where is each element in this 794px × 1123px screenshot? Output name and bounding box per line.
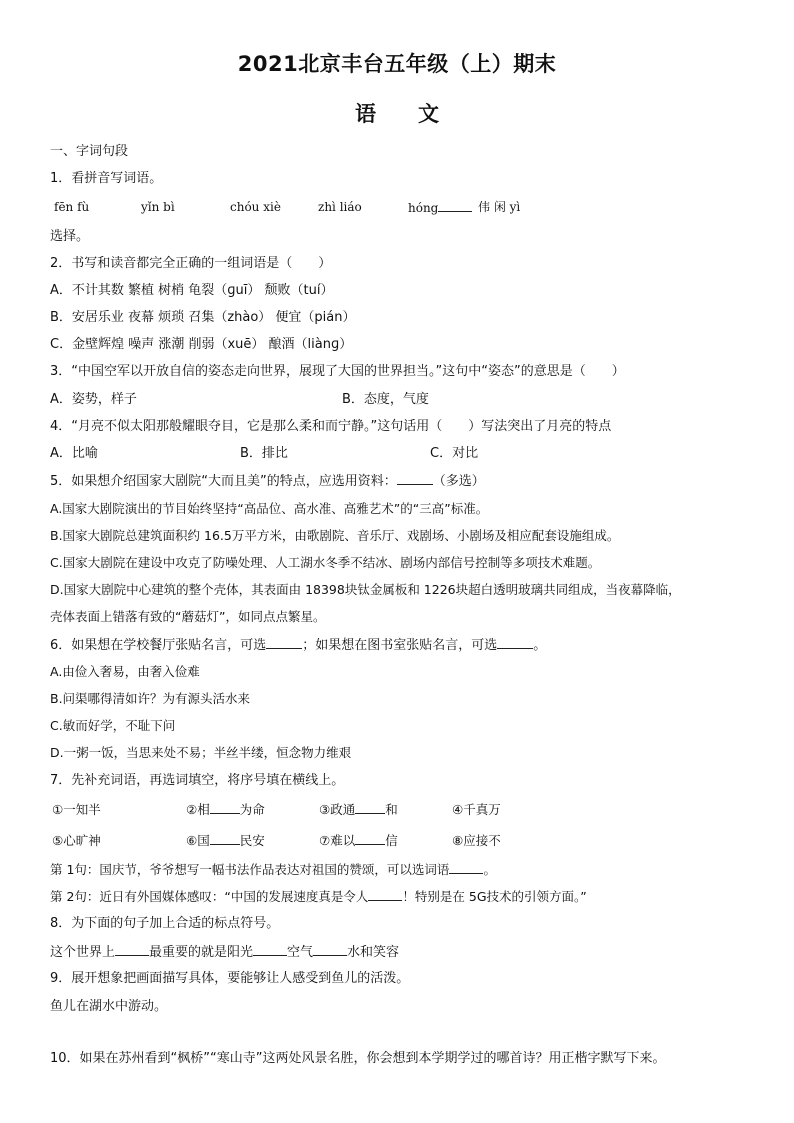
q5-option-a: A.国家大剧院演出的节目始终坚持“高品位、高水准、高雅艺术”的“三高”标准。 [50, 501, 489, 516]
q6-option-a: A.由俭入奢易，由奢入俭难 [50, 664, 200, 679]
q10-stem: 10．如果在苏州看到“枫桥”“寒山寺”这两处风景名胜，你会想到本学期学过的哪首诗？用正楷字默写下来。 [50, 1051, 666, 1066]
q6-option-d: D.一粥一饭，当思来处不易；半丝半缕，恒念物力维艰 [50, 745, 352, 760]
q4-option-c: C．对比 [430, 446, 479, 461]
q7-item-6: ⑥国 民安 [186, 833, 265, 848]
answer-blank[interactable] [368, 888, 402, 901]
q6-option-b: B.问渠哪得清如许？为有源头活水来 [50, 691, 251, 706]
q7-item-1: ①一知半 [52, 802, 101, 817]
q8-sentence: 这个世界上 最重要的就是阳光 空气 水和笑容 [50, 945, 400, 960]
q7-item-7: ⑦难以 信 [319, 833, 398, 848]
section-heading: 一、字词句段 [50, 144, 129, 159]
q5-option-d-line2: 壳体表面上错落有致的“蘑菇灯”，如同点点繁星。 [50, 609, 326, 624]
q2-stem: 2．书写和读音都完全正确的一组词语是（ ） [50, 256, 332, 271]
q4-option-a: A．比喻 [50, 446, 98, 461]
answer-blank[interactable] [355, 801, 385, 814]
q7-item-4: ④千真万 [452, 802, 501, 817]
q7-item-2: ②相 为命 [186, 802, 265, 817]
subject-title: 语 文 [355, 102, 439, 126]
q4-stem: 4．“月亮不似太阳那般耀眼夺目，它是那么柔和而宁静。”这句话用（ ）写法突出了月亮的特点 [50, 419, 612, 434]
q4-option-b: B．排比 [240, 446, 288, 461]
q3-stem: 3．“中国空军以开放自信的姿态走向世界，展现了大国的世界担当。”这句中“姿态”的意思是（ ） [50, 364, 625, 379]
q1-pinyin-4: zhì liáo [318, 200, 362, 214]
answer-blank[interactable] [313, 943, 347, 956]
q3-option-a: A．姿势，样子 [50, 392, 137, 407]
answer-blank[interactable] [497, 636, 533, 649]
q6-option-c: C.敏而好学，不耻下问 [50, 718, 176, 733]
q5-option-c: C.国家大剧院在建设中攻克了防噪处理、人工湖水冬季不结冰、剧场内部信号控制等多项技术难题。 [50, 555, 601, 570]
q9-stem: 9．展开想象把画面描写具体，要能够让人感受到鱼儿的活泼。 [50, 971, 410, 986]
q5-stem: 5．如果想介绍国家大剧院“大而且美”的特点，应选用资料： （多选） [50, 474, 485, 489]
q7-item-8: ⑧应接不 [452, 833, 501, 848]
page-title: 2021北京丰台五年级（上）期末 [237, 52, 557, 76]
answer-blank[interactable] [397, 472, 433, 485]
q5-option-b: B.国家大剧院总建筑面积约 16.5万平方米，由歌剧院、音乐厅、戏剧场、小剧场及相应配套设施组成。 [50, 528, 620, 543]
answer-blank[interactable] [438, 199, 472, 212]
q7-item-3: ③政通 和 [319, 802, 398, 817]
answer-blank[interactable] [253, 943, 287, 956]
q9-sentence: 鱼儿在湖水中游动。 [50, 999, 168, 1014]
q7-item-5: ⑤心旷神 [52, 833, 101, 848]
answer-blank[interactable] [210, 801, 240, 814]
q1-stem: 1．看拼音写词语。 [50, 171, 163, 186]
q7-sentence-1: 第 1句：国庆节，爷爷想写一幅书法作品表达对祖国的赞颂，可以选词语 。 [50, 862, 496, 877]
answer-blank[interactable] [210, 832, 240, 845]
q1-pinyin-5: hóng [408, 199, 472, 216]
q1-pinyin-6: 伟 闲 yì [478, 200, 521, 214]
q5-option-d-line1: D.国家大剧院中心建筑的整个壳体，其表面由 18398块钛金属板和 1226块超白透明玻璃共同组成，当夜幕降临， [50, 582, 681, 597]
q2-option-b: B．安居乐业 夜幕 烦琐 召集（zhào） 便宜（pián） [50, 310, 356, 325]
q3-option-b: B．态度，气度 [342, 392, 429, 407]
answer-blank[interactable] [355, 832, 385, 845]
answer-blank[interactable] [115, 943, 149, 956]
q2-option-a: A．不计其数 繁植 树梢 龟裂（ɡuī） 颓败（tuí） [50, 283, 334, 298]
q1-pinyin-3: chóu xiè [230, 200, 281, 214]
answer-blank[interactable] [266, 636, 302, 649]
q1-tail: 选择。 [50, 229, 90, 244]
q8-stem: 8．为下面的句子加上合适的标点符号。 [50, 916, 280, 931]
q2-option-c: C．金壁辉煌 噪声 涨潮 削弱（xuē） 酿酒（liànɡ） [50, 337, 353, 352]
q1-pinyin-1: fēn fù [54, 200, 90, 214]
q6-stem: 6．如果想在学校餐厅张贴名言，可选 ；如果想在图书室张贴名言，可选 。 [50, 638, 547, 653]
q1-pinyin-2: yǐn bì [141, 200, 175, 214]
answer-blank[interactable] [449, 861, 483, 874]
q7-stem: 7．先补充词语，再选词填空，将序号填在横线上。 [50, 773, 345, 788]
q7-sentence-2: 第 2句：近日有外国媒体感叹：“中国的发展速度真是令人 ！特别是在 5G技术的引领方面。” [50, 889, 587, 904]
